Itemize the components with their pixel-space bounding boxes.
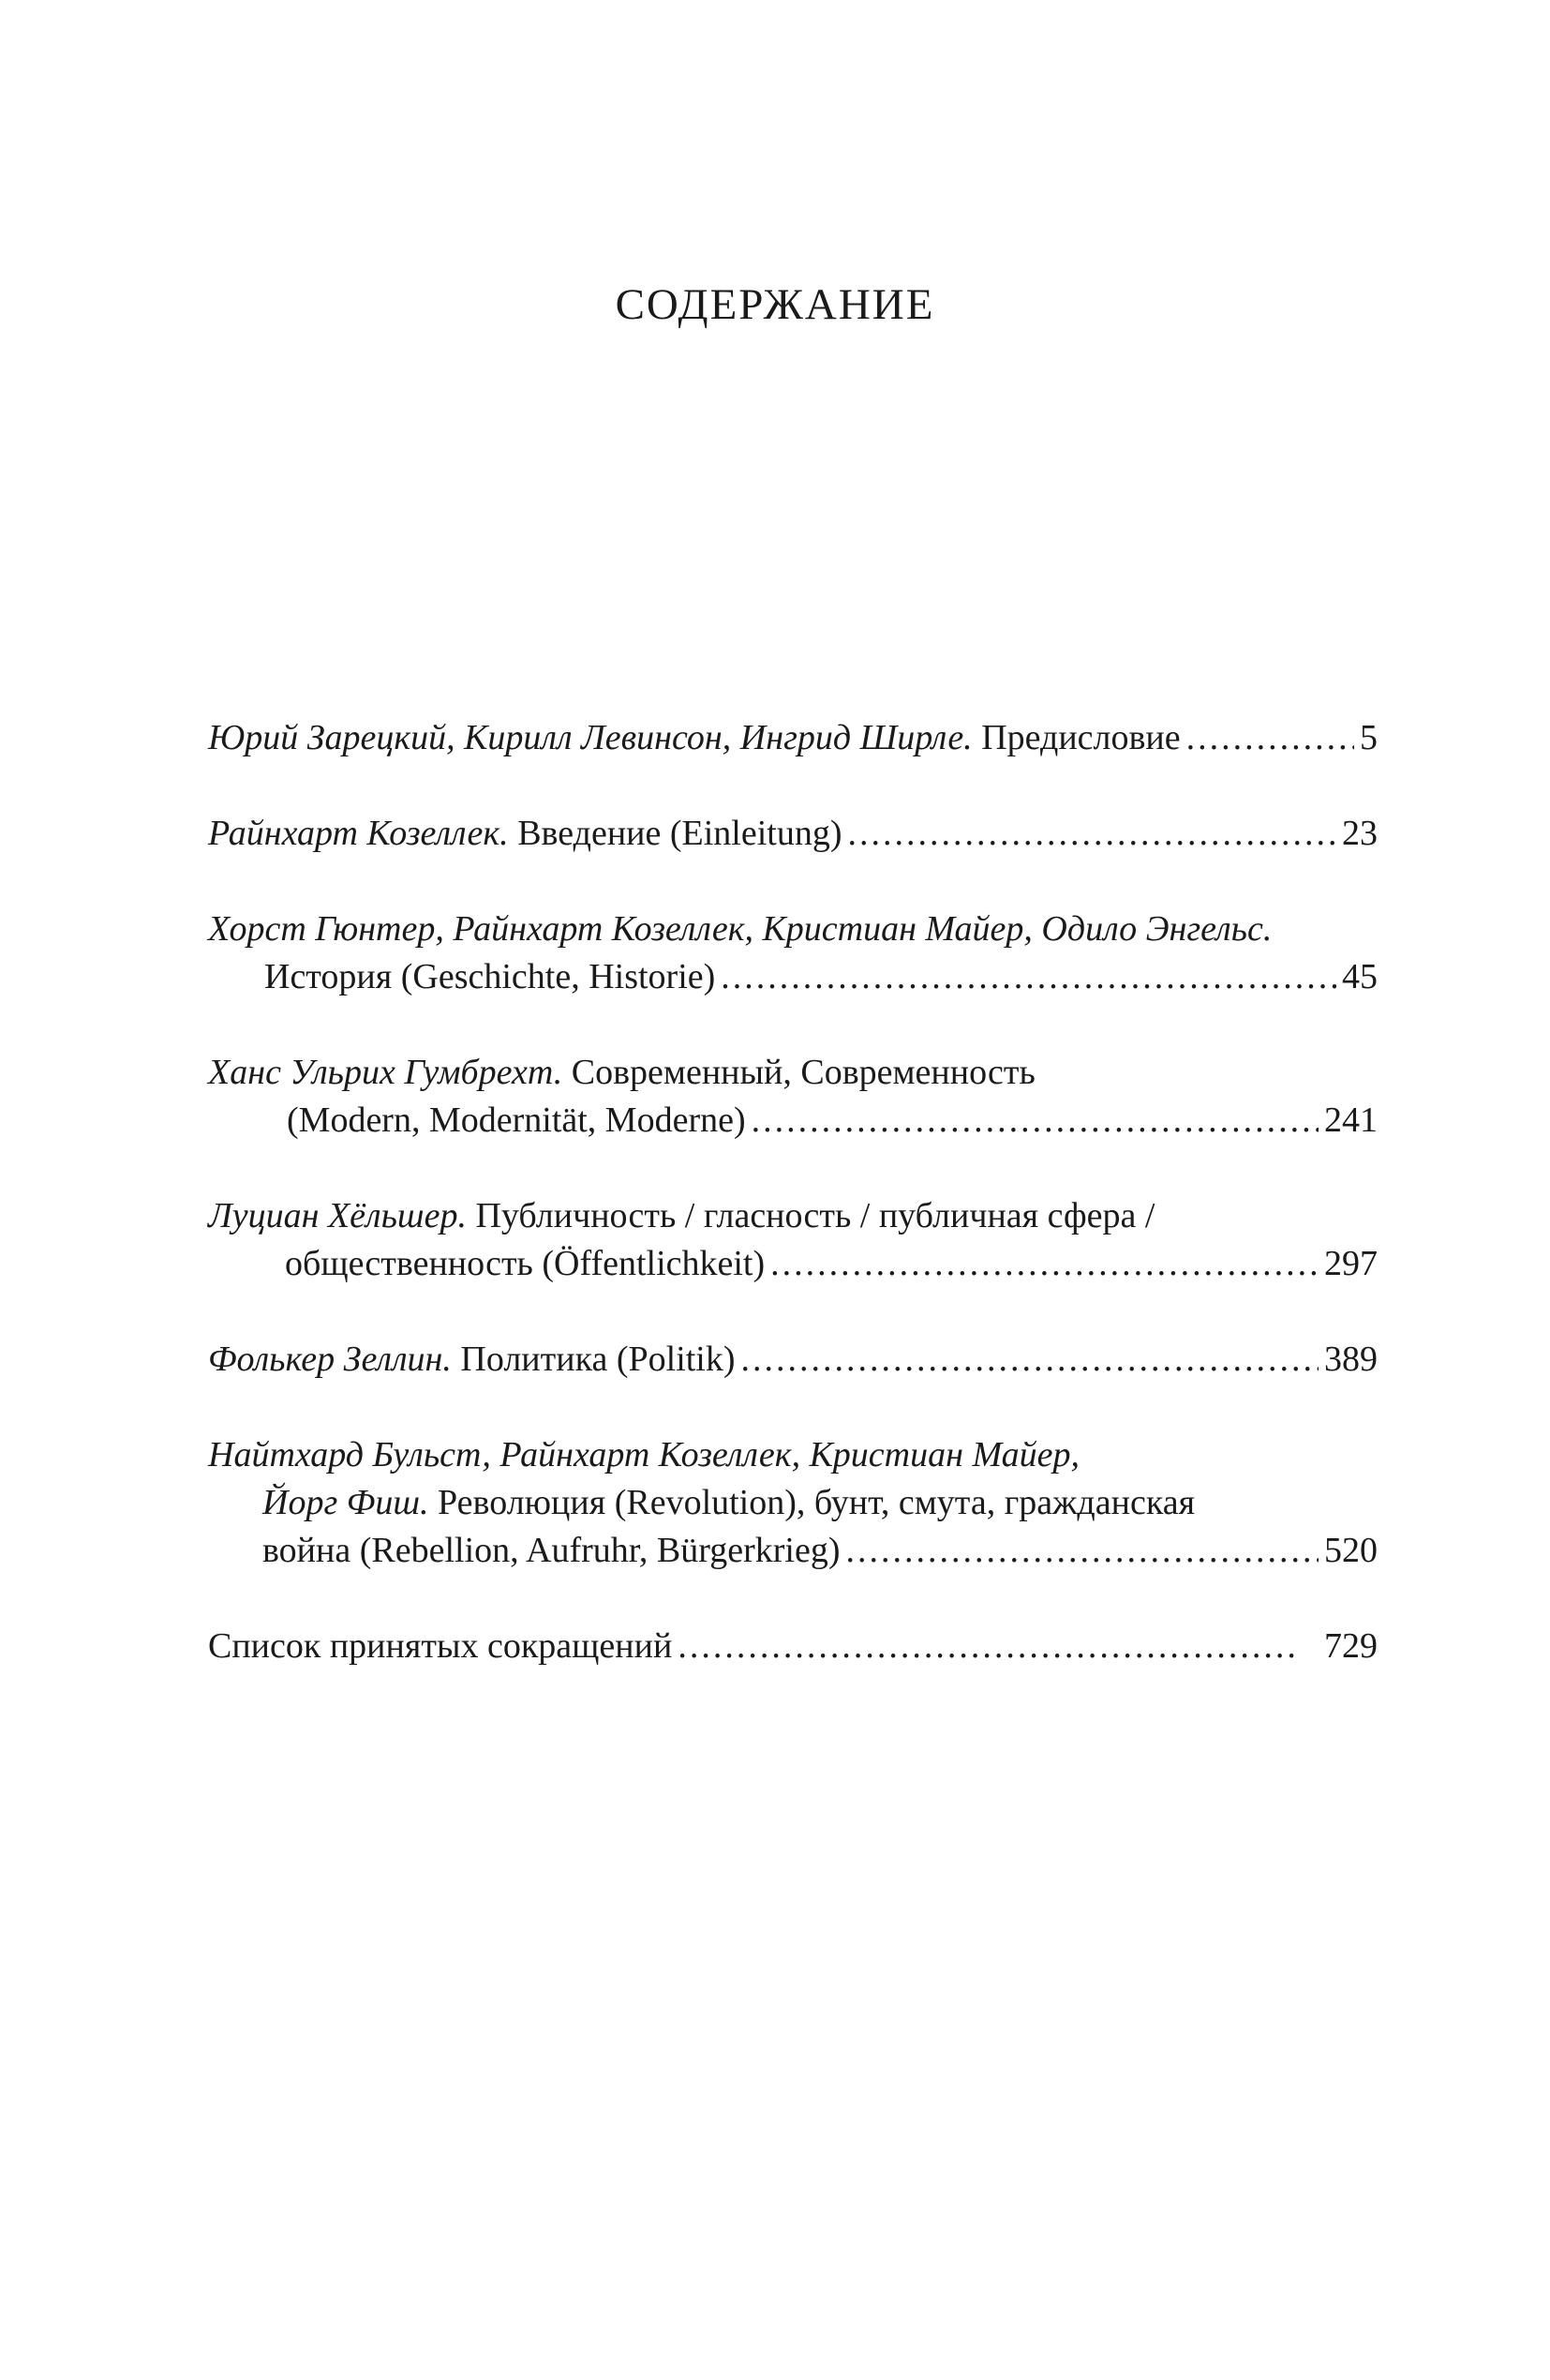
dot-leader (770, 1240, 1319, 1288)
toc-line (208, 810, 1378, 858)
toc-line (208, 1431, 1378, 1479)
toc-page-number: 5 (1360, 718, 1378, 757)
dot-leader (847, 810, 1336, 858)
toc-page-number: 23 (1342, 814, 1378, 853)
toc-author: Найтхард Бульст, Райнхарт Козеллек, Кристиан Майер, (208, 1435, 1080, 1474)
toc-entry-abbreviations[interactable] (208, 1623, 1378, 1670)
toc-page-number: 297 (1324, 1244, 1378, 1283)
toc-author: Ханс Ульрих Гумбрехт. (208, 1053, 563, 1092)
toc-title: Революция (Revolution), бунт, смута, гражданская (428, 1483, 1196, 1522)
toc-line (208, 1097, 1378, 1145)
toc-author: Хорст Гюнтер, Райнхарт Козеллек, Кристиан Майер, Одило Энгельс. (208, 909, 1273, 949)
toc-line (208, 953, 1378, 1001)
toc-entry-public-sphere[interactable] (208, 1192, 1378, 1288)
toc-author: Юрий Зарецкий, Кирилл Левинсон, Ингрид Ширле. (208, 718, 973, 757)
toc-line (208, 1240, 1378, 1288)
toc-title: История (Geschichte, Historie) (264, 957, 716, 996)
toc-entry-history[interactable] (208, 906, 1378, 1001)
toc-title: общественность (Öffentlichkeit) (285, 1244, 766, 1283)
toc-title: Список принятых сокращений (208, 1626, 673, 1666)
dot-leader (721, 953, 1336, 1001)
toc-entry-politics[interactable] (208, 1336, 1378, 1384)
toc-page-number: 520 (1324, 1531, 1378, 1570)
toc-line (208, 1049, 1378, 1097)
toc-line (208, 906, 1378, 953)
toc-entry-preface[interactable] (208, 714, 1378, 762)
toc-page-number: 729 (1324, 1626, 1378, 1666)
dot-leader (845, 1527, 1319, 1575)
dot-leader (678, 1623, 1300, 1670)
toc-title: (Modern, Modernität, Moderne) (287, 1100, 746, 1140)
toc-page-number: 241 (1324, 1100, 1378, 1140)
toc-line (208, 1192, 1378, 1240)
toc-title: война (Rebellion, Aufruhr, Bürgerkrieg) (262, 1531, 841, 1570)
toc-entry-modern[interactable] (208, 1049, 1378, 1145)
toc-author: Райнхарт Козеллек. (208, 814, 509, 853)
dot-leader (1186, 714, 1354, 762)
toc-line (208, 1623, 1378, 1670)
toc-entry-introduction[interactable] (208, 810, 1378, 858)
toc-page-number: 45 (1342, 957, 1378, 996)
page-title: СОДЕРЖАНИЕ (615, 280, 935, 329)
toc-line (208, 1479, 1378, 1527)
toc-author: Фолькер Зеллин. (208, 1340, 452, 1379)
toc-title: Предисловие (972, 718, 1181, 757)
toc-title: Публичность / гласность / публичная сфера / (466, 1196, 1155, 1235)
toc-line (208, 1527, 1378, 1575)
toc-title: Введение (Einleitung) (508, 814, 842, 853)
table-of-contents (208, 714, 1378, 1670)
toc-page-number: 389 (1324, 1340, 1378, 1379)
dot-leader (752, 1097, 1319, 1145)
toc-title: Современный, Современность (562, 1053, 1036, 1092)
toc-author: Луциан Хёльшер. (208, 1196, 467, 1235)
toc-title: Политика (Politik) (451, 1340, 736, 1379)
toc-author: Йорг Фиш. (262, 1483, 429, 1522)
toc-line (208, 1336, 1378, 1384)
toc-entry-revolution[interactable] (208, 1431, 1378, 1575)
dot-leader (741, 1336, 1319, 1384)
toc-line (208, 714, 1378, 762)
